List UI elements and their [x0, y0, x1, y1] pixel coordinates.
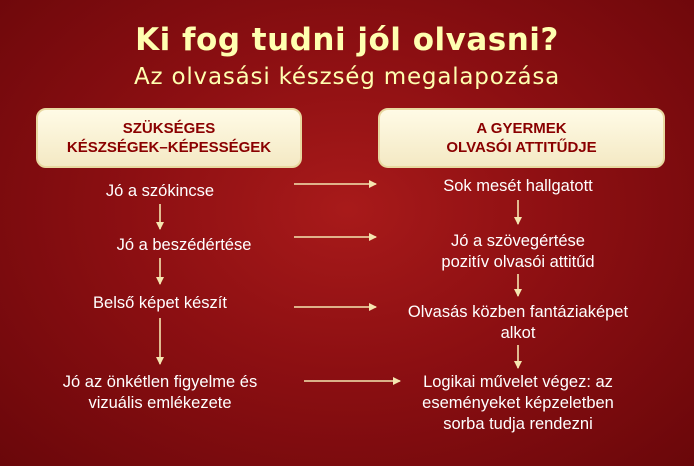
right-item-logical-operation	[394, 372, 642, 435]
right-item3-line1: Olvasás közben fantáziaképet	[407, 303, 629, 321]
header-right-line1: A GYERMEK	[476, 120, 567, 137]
left-item4-line1: Jó az önkétlen figyelme és	[62, 373, 258, 391]
right-item3-line2: alkot	[500, 324, 536, 342]
left-item-speech-comprehension: Jó a beszédértése	[116, 236, 252, 254]
header-left-line2: KÉSZSÉGEK–KÉPESSÉGEK	[66, 139, 272, 156]
slide-title: Ki fog tudni jól olvasni?	[135, 22, 559, 58]
right-item4-line3: sorba tudja rendezni	[443, 415, 593, 433]
left-item-inner-image: Belső képet készít	[93, 294, 227, 312]
left-item4-line2: vizuális emlékezete	[88, 394, 232, 412]
header-right-line2: OLVASÓI ATTITŰDJE	[446, 139, 597, 156]
right-item4-line2: eseményeket képzeletben	[422, 394, 614, 412]
slide-subtitle: Az olvasási készség megalapozása	[133, 64, 561, 90]
left-item-attention-memory	[30, 372, 290, 414]
right-item-listened-stories: Sok mesét hallgatott	[443, 177, 593, 195]
left-item-vocabulary: Jó a szókincse	[105, 182, 215, 200]
right-item2-line2: pozitív olvasói attitűd	[441, 253, 595, 271]
right-item4-line1: Logikai művelet végez: az	[423, 373, 613, 391]
right-item-text-comprehension	[384, 231, 652, 273]
header-left-line1: SZÜKSÉGES	[122, 120, 216, 137]
right-item2-line1: Jó a szövegértése	[451, 232, 585, 250]
right-item-fantasy-images	[384, 302, 652, 344]
